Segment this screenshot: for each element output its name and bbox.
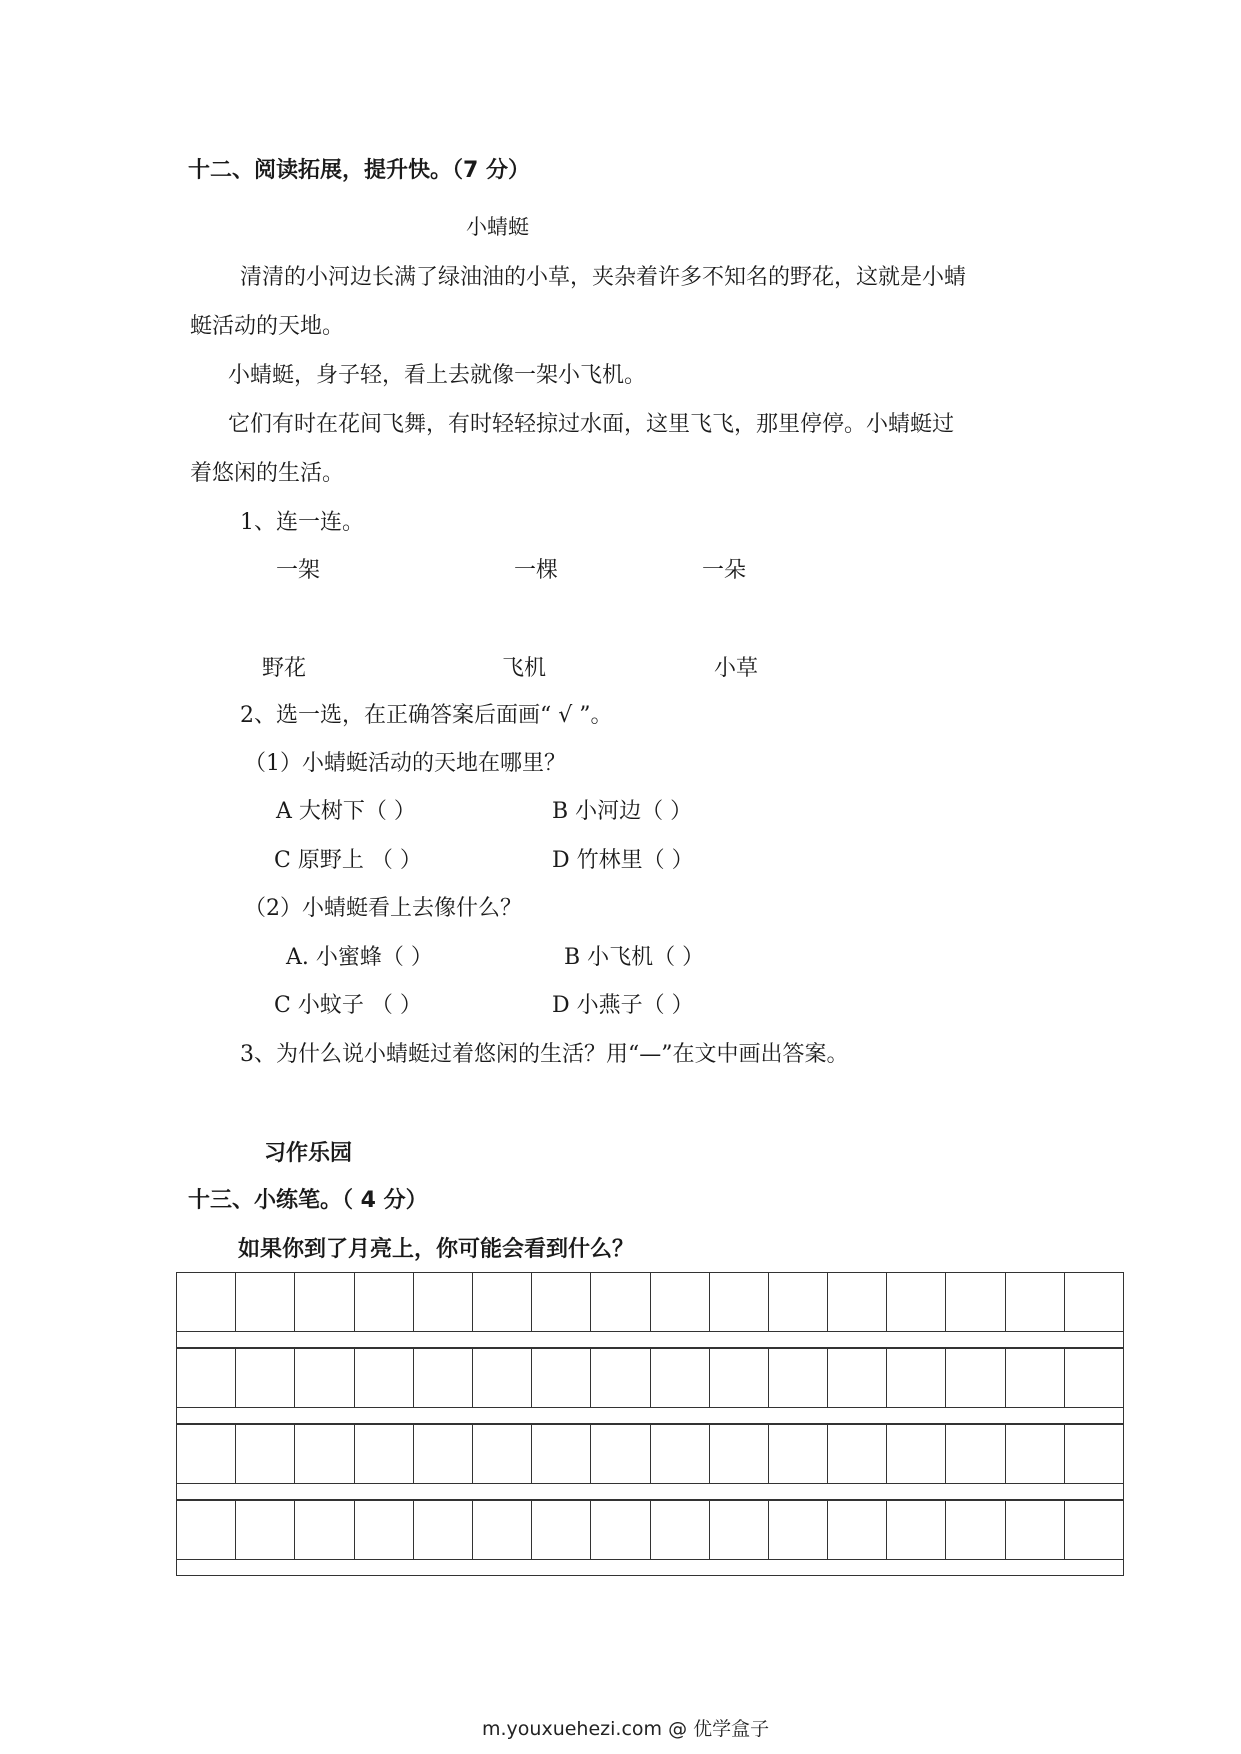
grid-cell[interactable]: [1006, 1501, 1065, 1559]
grid-cell[interactable]: [532, 1273, 591, 1331]
grid-cell[interactable]: [532, 1501, 591, 1559]
footer-watermark: m.youxuehezi.com @ 优学盒子: [482, 1718, 770, 1740]
grid-cell[interactable]: [887, 1501, 946, 1559]
option-d[interactable]: D 小燕子（ ）: [552, 993, 694, 1018]
grid-cell[interactable]: [355, 1349, 414, 1407]
passage-para3-line1: 它们有时在花间飞舞，有时轻轻掠过水面，这里飞飞，那里停停。小蜻蜓过: [228, 412, 955, 437]
option-c[interactable]: C 原野上 （ ）: [274, 848, 422, 873]
grid-cell[interactable]: [828, 1425, 887, 1483]
grid-cell[interactable]: [236, 1273, 295, 1331]
section-13-title: 十三、小练笔。（ 4 分）: [188, 1188, 428, 1213]
question-2-2: （2）小蜻蜓看上去像什么？: [244, 896, 522, 921]
writing-heading: 习作乐园: [264, 1141, 353, 1166]
question-2-1: （1）小蜻蜓活动的天地在哪里？: [244, 751, 566, 776]
grid-cell[interactable]: [651, 1501, 710, 1559]
option-c[interactable]: C 小蚊子 （ ）: [274, 993, 422, 1018]
grid-cell[interactable]: [710, 1273, 769, 1331]
grid-row[interactable]: [176, 1424, 1124, 1484]
grid-cell[interactable]: [177, 1273, 236, 1331]
grid-cell[interactable]: [295, 1425, 354, 1483]
grid-cell[interactable]: [887, 1349, 946, 1407]
grid-cell[interactable]: [769, 1273, 828, 1331]
grid-cell[interactable]: [946, 1349, 1005, 1407]
grid-cell[interactable]: [295, 1273, 354, 1331]
grid-cell[interactable]: [473, 1425, 532, 1483]
option-d[interactable]: D 竹林里（ ）: [552, 848, 694, 873]
grid-cell[interactable]: [651, 1273, 710, 1331]
match-bottom-item[interactable]: 野花: [262, 656, 307, 681]
grid-cell[interactable]: [591, 1425, 650, 1483]
grid-cell[interactable]: [236, 1425, 295, 1483]
grid-spacer: [176, 1408, 1124, 1424]
option-a[interactable]: A 大树下（ ）: [276, 799, 416, 824]
grid-cell[interactable]: [532, 1349, 591, 1407]
grid-cell[interactable]: [177, 1425, 236, 1483]
grid-cell[interactable]: [414, 1273, 473, 1331]
grid-cell[interactable]: [177, 1501, 236, 1559]
grid-cell[interactable]: [651, 1349, 710, 1407]
grid-row[interactable]: [176, 1272, 1124, 1332]
writing-prompt: 如果你到了月亮上，你可能会看到什么？: [238, 1237, 635, 1262]
grid-cell[interactable]: [887, 1273, 946, 1331]
passage-para1-line1: 清清的小河边长满了绿油油的小草，夹杂着许多不知名的野花，这就是小蜻: [240, 265, 967, 290]
grid-cell[interactable]: [828, 1273, 887, 1331]
grid-row[interactable]: [176, 1348, 1124, 1408]
grid-spacer: [176, 1332, 1124, 1348]
match-top-item[interactable]: 一棵: [514, 558, 559, 583]
match-bottom-item[interactable]: 小草: [714, 656, 759, 681]
grid-cell[interactable]: [414, 1349, 473, 1407]
grid-cell[interactable]: [1006, 1425, 1065, 1483]
grid-spacer: [176, 1484, 1124, 1500]
grid-cell[interactable]: [769, 1425, 828, 1483]
grid-cell[interactable]: [591, 1273, 650, 1331]
passage-para3-line2: 着悠闲的生活。: [190, 461, 345, 486]
grid-cell[interactable]: [591, 1349, 650, 1407]
grid-cell[interactable]: [710, 1425, 769, 1483]
grid-spacer: [176, 1560, 1124, 1576]
grid-cell[interactable]: [532, 1425, 591, 1483]
option-b[interactable]: B 小河边（ ）: [552, 799, 693, 824]
grid-cell[interactable]: [414, 1425, 473, 1483]
grid-row[interactable]: [176, 1500, 1124, 1560]
passage-para2: 小蜻蜓，身子轻，看上去就像一架小飞机。: [228, 363, 647, 388]
grid-cell[interactable]: [473, 1501, 532, 1559]
question-2-label: 2、选一选，在正确答案后面画“ √ ”。: [240, 703, 613, 728]
match-top-item[interactable]: 一朵: [702, 558, 747, 583]
match-bottom-item[interactable]: 飞机: [502, 656, 547, 681]
section-12-title: 十二、阅读拓展，提升快。（7 分）: [188, 158, 530, 183]
grid-cell[interactable]: [473, 1349, 532, 1407]
grid-cell[interactable]: [295, 1349, 354, 1407]
grid-cell[interactable]: [1006, 1273, 1065, 1331]
grid-cell[interactable]: [769, 1501, 828, 1559]
grid-cell[interactable]: [591, 1501, 650, 1559]
grid-cell[interactable]: [946, 1425, 1005, 1483]
grid-cell[interactable]: [710, 1501, 769, 1559]
grid-cell[interactable]: [946, 1501, 1005, 1559]
grid-cell[interactable]: [236, 1349, 295, 1407]
question-3: 3、为什么说小蜻蜓过着悠闲的生活？用“—”在文中画出答案。: [240, 1042, 849, 1067]
grid-cell[interactable]: [769, 1349, 828, 1407]
grid-cell[interactable]: [355, 1425, 414, 1483]
match-top-item[interactable]: 一架: [276, 558, 321, 583]
grid-cell[interactable]: [828, 1501, 887, 1559]
grid-cell[interactable]: [946, 1273, 1005, 1331]
grid-cell[interactable]: [1065, 1425, 1123, 1483]
grid-cell[interactable]: [473, 1273, 532, 1331]
grid-cell[interactable]: [651, 1425, 710, 1483]
passage-title: 小蜻蜓: [466, 215, 529, 239]
grid-cell[interactable]: [828, 1349, 887, 1407]
grid-cell[interactable]: [414, 1501, 473, 1559]
grid-cell[interactable]: [1006, 1349, 1065, 1407]
grid-cell[interactable]: [295, 1501, 354, 1559]
grid-cell[interactable]: [355, 1273, 414, 1331]
passage-para1-line2: 蜓活动的天地。: [190, 314, 345, 339]
grid-cell[interactable]: [710, 1349, 769, 1407]
grid-cell[interactable]: [236, 1501, 295, 1559]
option-b[interactable]: B 小飞机（ ）: [564, 945, 705, 970]
option-a[interactable]: A. 小蜜蜂（ ）: [286, 945, 433, 970]
grid-cell[interactable]: [1065, 1349, 1123, 1407]
question-1-label: 1、连一连。: [240, 510, 364, 535]
grid-cell[interactable]: [1065, 1273, 1123, 1331]
grid-cell[interactable]: [1065, 1501, 1123, 1559]
grid-cell[interactable]: [355, 1501, 414, 1559]
grid-cell[interactable]: [887, 1425, 946, 1483]
grid-cell[interactable]: [177, 1349, 236, 1407]
